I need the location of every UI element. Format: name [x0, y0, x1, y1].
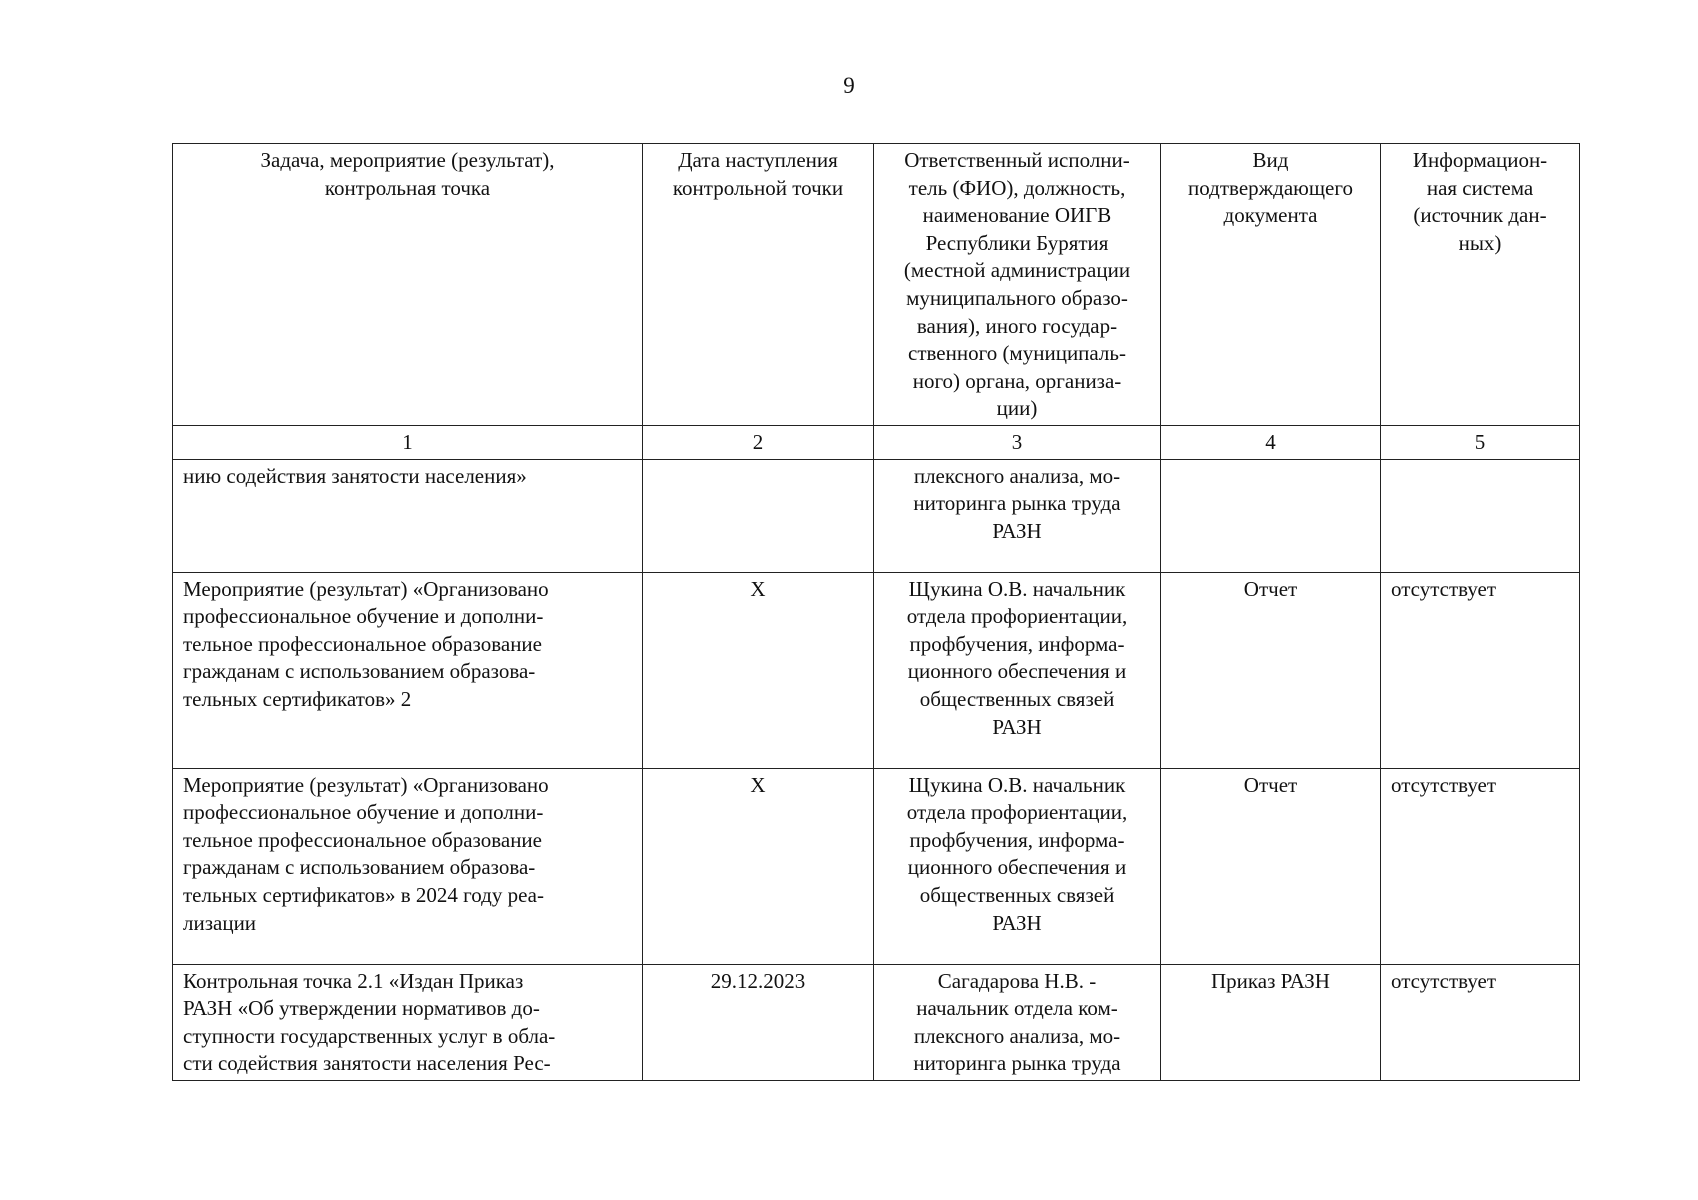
- column-number: 1: [173, 425, 643, 459]
- table-row: [173, 572, 1580, 768]
- task-cell: Мероприятие (результат) «Организовано профессиональное обучение и дополни- тельное профессиональное образование гражданам с использованием образова- тельных сертификатов» 2: [173, 572, 643, 768]
- date-cell: 29.12.2023: [643, 964, 874, 1080]
- task-cell: Контрольная точка 2.1 «Издан Приказ РАЗН «Об утверждении нормативов до- ступности государственных услуг в обла- сти содействия занятости населения Рес-: [173, 964, 643, 1080]
- header-task: Задача, мероприятие (результат), контрольная точка: [173, 144, 643, 426]
- responsible-cell: плексного анализа, мо- ниторинга рынка труда РАЗН: [874, 459, 1161, 572]
- header-responsible: Ответственный исполни- тель (ФИО), должность, наименование ОИГВ Республики Бурятия (местной администрации муниципального образо- вания), иного государ- ственного (муниципаль- ного) органа, организа- ции): [874, 144, 1161, 426]
- date-cell: [643, 459, 874, 572]
- document-cell: Приказ РАЗН: [1161, 964, 1381, 1080]
- responsible-cell: Щукина О.В. начальник отдела профориентации, профбучения, информа- ционного обеспечения и общественных связей РАЗН: [874, 572, 1161, 768]
- header-date: Дата наступления контрольной точки: [643, 144, 874, 426]
- document-cell: [1161, 459, 1381, 572]
- system-cell: отсутствует: [1381, 768, 1580, 964]
- table-row: [173, 768, 1580, 964]
- system-cell: [1381, 459, 1580, 572]
- date-cell: Х: [643, 768, 874, 964]
- column-number: 3: [874, 425, 1161, 459]
- column-number: 4: [1161, 425, 1381, 459]
- task-cell: Мероприятие (результат) «Организовано профессиональное обучение и дополни- тельное профессиональное образование гражданам с использованием образова- тельных сертификатов» в 2024 году реа- лизации: [173, 768, 643, 964]
- responsible-cell: Сагадарова Н.В. - начальник отдела ком- плексного анализа, мо- ниторинга рынка труда: [874, 964, 1161, 1080]
- document-cell: Отчет: [1161, 572, 1381, 768]
- column-number: 5: [1381, 425, 1580, 459]
- control-points-table: [172, 143, 1580, 1081]
- column-number-row: [173, 425, 1580, 459]
- page-number: 9: [843, 73, 855, 98]
- system-cell: отсутствует: [1381, 964, 1580, 1080]
- task-cell: нию содействия занятости населения»: [173, 459, 643, 572]
- date-cell: Х: [643, 572, 874, 768]
- header-document: Вид подтверждающего документа: [1161, 144, 1381, 426]
- responsible-cell: Щукина О.В. начальник отдела профориентации, профбучения, информа- ционного обеспечения и общественных связей РАЗН: [874, 768, 1161, 964]
- table-row: [173, 964, 1580, 1080]
- column-number: 2: [643, 425, 874, 459]
- table-header-row: [173, 144, 1580, 426]
- document-cell: Отчет: [1161, 768, 1381, 964]
- system-cell: отсутствует: [1381, 572, 1580, 768]
- header-system: Информацион- ная система (источник дан- ных): [1381, 144, 1580, 426]
- table-row: [173, 459, 1580, 572]
